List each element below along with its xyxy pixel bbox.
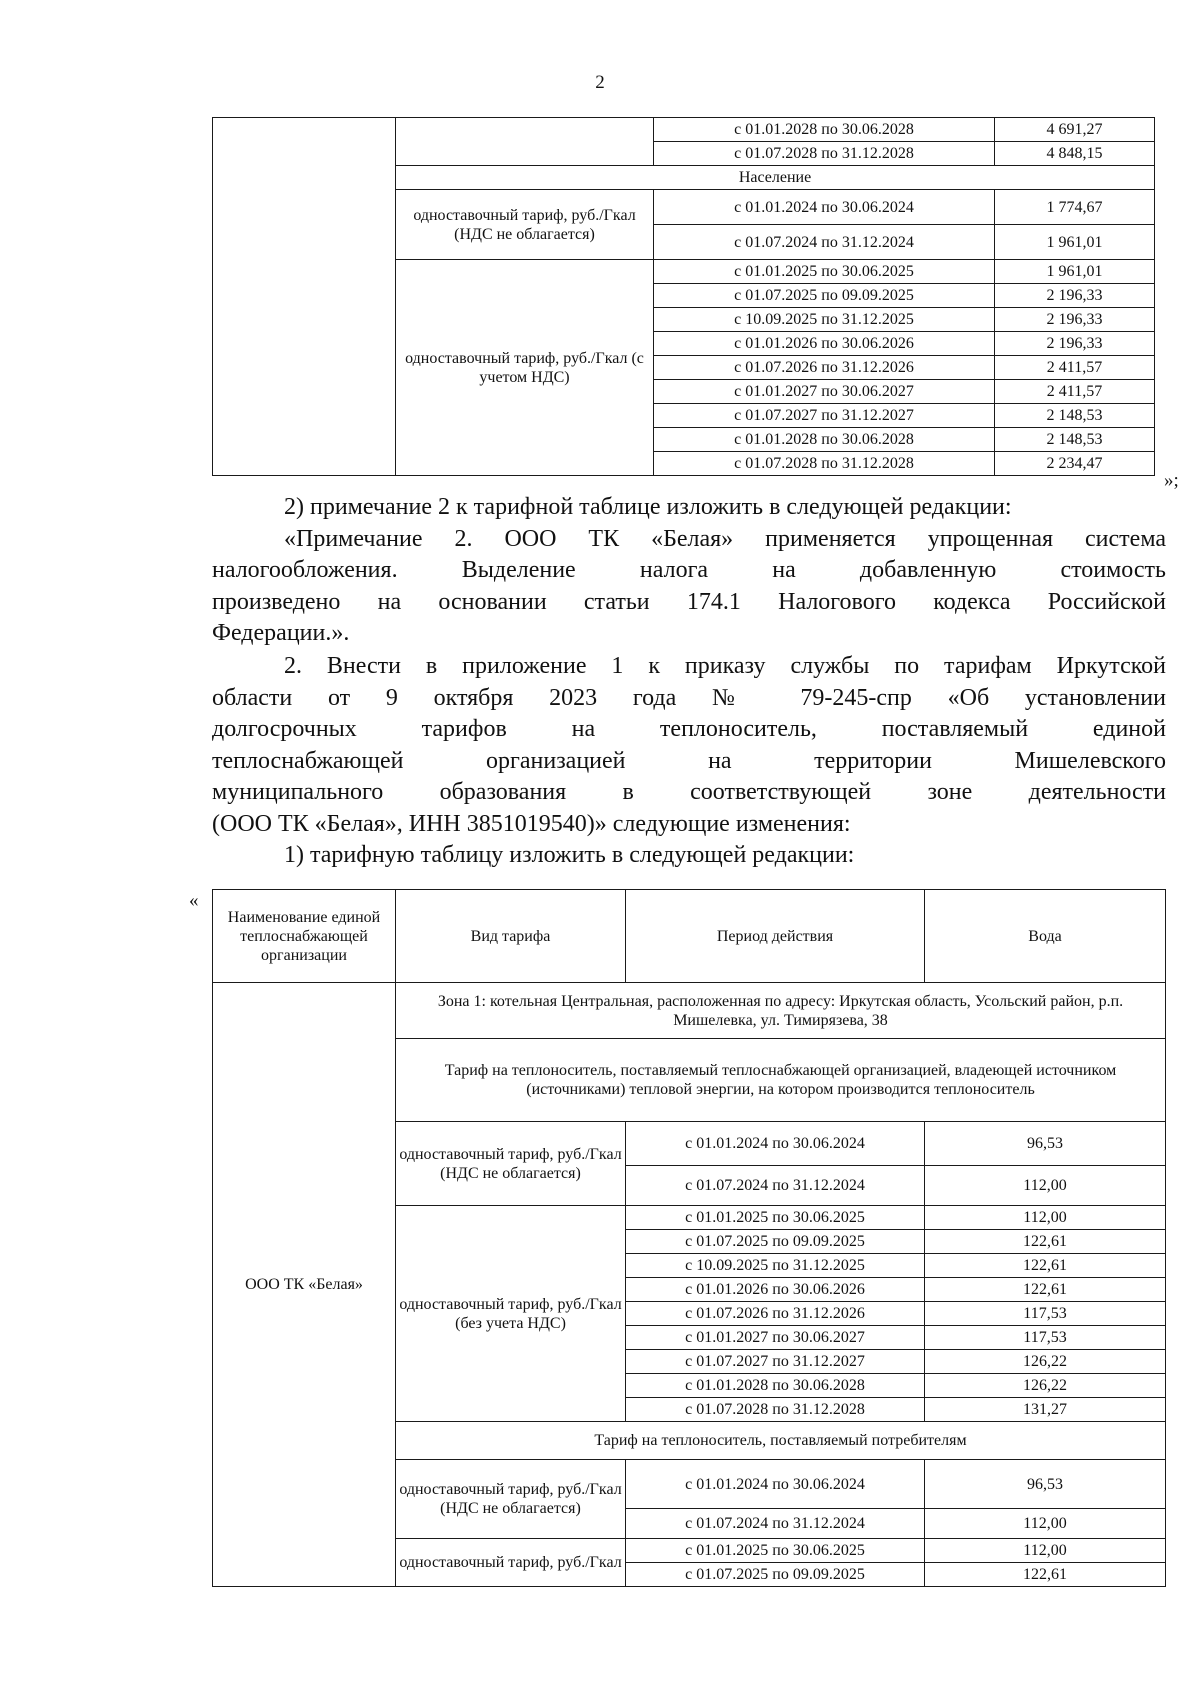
tariff-kind-cell: одноставочный тариф, руб./Гкал (НДС не облагается) [396, 1122, 626, 1206]
text-line: долгосрочных тарифов на теплоноситель, поставляемый единой [212, 716, 1166, 742]
text-line: 1) тарифную таблицу изложить в следующей редакции: [284, 842, 855, 868]
value-cell: 2 148,53 [995, 404, 1155, 428]
period-cell: с 01.07.2025 по 09.09.2025 [626, 1563, 925, 1587]
text-line: (ООО ТК «Белая», ИНН 3851019540)» следующие изменения: [212, 810, 851, 837]
value-cell: 4 848,15 [995, 142, 1155, 166]
header-tariff-kind: Вид тарифа [396, 890, 626, 983]
table-row [213, 118, 1155, 142]
value-cell: 126,22 [925, 1374, 1166, 1398]
org-name-cell [213, 118, 396, 476]
tariff-table-continuation [212, 117, 1155, 476]
period-cell: с 01.07.2027 по 31.12.2027 [626, 1350, 925, 1374]
period-cell: с 01.01.2024 по 30.06.2024 [626, 1460, 925, 1509]
period-cell: с 10.09.2025 по 31.12.2025 [626, 1254, 925, 1278]
period-cell: с 01.01.2024 по 30.06.2024 [626, 1122, 925, 1166]
population-section-title: Население [396, 166, 1155, 190]
section-title: Тариф на теплоноситель, поставляемый потребителям [396, 1422, 1166, 1460]
zone-title: Зона 1: котельная Центральная, расположенная по адресу: Иркутская область, Усольский район, р.п. Мишелевка, ул. Тимирязева, 38 [396, 983, 1166, 1039]
text-line: 2) примечание 2 к тарифной таблице изложить в следующей редакции: [284, 494, 1012, 520]
period-cell: с 01.01.2024 по 30.06.2024 [654, 190, 995, 225]
period-cell: с 01.01.2026 по 30.06.2026 [626, 1278, 925, 1302]
value-cell: 122,61 [925, 1278, 1166, 1302]
tariff-kind-cell: одноставочный тариф, руб./Гкал (НДС не облагается) [396, 1460, 626, 1539]
value-cell: 126,22 [925, 1350, 1166, 1374]
value-cell: 122,61 [925, 1254, 1166, 1278]
period-cell: с 01.07.2028 по 31.12.2028 [654, 142, 995, 166]
period-cell: с 01.07.2026 по 31.12.2026 [654, 356, 995, 380]
value-cell: 2 196,33 [995, 332, 1155, 356]
header-org: Наименование единой теплоснабжающей организации [213, 890, 396, 983]
value-cell: 131,27 [925, 1398, 1166, 1422]
text-line: муниципального образования в соответствующей зоне деятельности [212, 779, 1166, 805]
value-cell: 2 411,57 [995, 380, 1155, 404]
value-cell: 2 411,57 [995, 356, 1155, 380]
period-cell: с 01.07.2024 по 31.12.2024 [626, 1166, 925, 1206]
header-period: Период действия [626, 890, 925, 983]
period-cell: с 01.01.2027 по 30.06.2027 [626, 1326, 925, 1350]
text-line: области от 9 октября 2023 года № 79-245-спр «Об установлении [212, 684, 1166, 711]
period-cell: с 01.07.2027 по 31.12.2027 [654, 404, 995, 428]
value-cell: 117,53 [925, 1326, 1166, 1350]
text-line: «Примечание 2. ООО ТК «Белая» применяется упрощенная система [284, 525, 1166, 552]
period-cell: с 01.07.2024 по 31.12.2024 [626, 1509, 925, 1539]
text-line: Федерации.». [212, 620, 350, 646]
note-paragraph [212, 492, 1166, 650]
value-cell: 117,53 [925, 1302, 1166, 1326]
value-cell: 1 961,01 [995, 260, 1155, 284]
value-cell: 112,00 [925, 1166, 1166, 1206]
value-cell: 112,00 [925, 1539, 1166, 1563]
period-cell: с 01.07.2026 по 31.12.2026 [626, 1302, 925, 1326]
period-cell: с 01.01.2025 по 30.06.2025 [626, 1539, 925, 1563]
value-cell: 96,53 [925, 1122, 1166, 1166]
period-cell: с 01.01.2025 по 30.06.2025 [626, 1206, 925, 1230]
value-cell: 2 148,53 [995, 428, 1155, 452]
value-cell: 2 196,33 [995, 284, 1155, 308]
value-cell: 4 691,27 [995, 118, 1155, 142]
value-cell: 122,61 [925, 1563, 1166, 1587]
value-cell: 112,00 [925, 1509, 1166, 1539]
value-cell: 2 234,47 [995, 452, 1155, 476]
period-cell: с 01.01.2025 по 30.06.2025 [654, 260, 995, 284]
opening-quote: « [189, 890, 199, 911]
value-cell: 2 196,33 [995, 308, 1155, 332]
value-cell: 1 774,67 [995, 190, 1155, 225]
tariff-kind-cell [396, 118, 654, 166]
period-cell: с 01.01.2028 по 30.06.2028 [654, 118, 995, 142]
value-cell: 122,61 [925, 1230, 1166, 1254]
amendment-paragraph [212, 651, 1166, 872]
closing-quote: »; [1164, 470, 1179, 491]
section-title: Тариф на теплоноситель, поставляемый теплоснабжающей организацией, владеющей источником (источниками) тепловой энергии, на котором производится теплоноситель [396, 1039, 1166, 1122]
period-cell: с 01.07.2024 по 31.12.2024 [654, 225, 995, 260]
text-line: произведено на основании статьи 174.1 Налогового кодекса Российской [212, 588, 1166, 615]
header-water: Вода [925, 890, 1166, 983]
period-cell: с 01.07.2028 по 31.12.2028 [626, 1398, 925, 1422]
tariff-kind-cell: одноставочный тариф, руб./Гкал (без учета НДС) [396, 1206, 626, 1422]
org-name-cell: ООО ТК «Белая» [213, 983, 396, 1587]
page-number: 2 [595, 72, 605, 93]
tariff-kind-cell: одноставочный тариф, руб./Гкал [396, 1539, 626, 1587]
period-cell: с 01.01.2026 по 30.06.2026 [654, 332, 995, 356]
period-cell: с 01.07.2025 по 09.09.2025 [626, 1230, 925, 1254]
tariff-kind-cell: одноставочный тариф, руб./Гкал (с учетом НДС) [396, 260, 654, 476]
period-cell: с 01.01.2028 по 30.06.2028 [626, 1374, 925, 1398]
period-cell: с 01.01.2028 по 30.06.2028 [654, 428, 995, 452]
tariff-kind-cell: одноставочный тариф, руб./Гкал (НДС не облагается) [396, 190, 654, 260]
value-cell: 112,00 [925, 1206, 1166, 1230]
table-header-row [213, 890, 1166, 983]
tariff-table [212, 889, 1166, 1587]
text-line: 2. Внести в приложение 1 к приказу службы по тарифам Иркутской [284, 653, 1166, 679]
period-cell: с 10.09.2025 по 31.12.2025 [654, 308, 995, 332]
value-cell: 96,53 [925, 1460, 1166, 1509]
text-line: теплоснабжающей организацией на территории Мишелевского [212, 747, 1166, 774]
value-cell: 1 961,01 [995, 225, 1155, 260]
period-cell: с 01.07.2025 по 09.09.2025 [654, 284, 995, 308]
table-row [213, 983, 1166, 1039]
period-cell: с 01.01.2027 по 30.06.2027 [654, 380, 995, 404]
period-cell: с 01.07.2028 по 31.12.2028 [654, 452, 995, 476]
text-line: налогообложения. Выделение налога на добавленную стоимость [212, 557, 1166, 583]
